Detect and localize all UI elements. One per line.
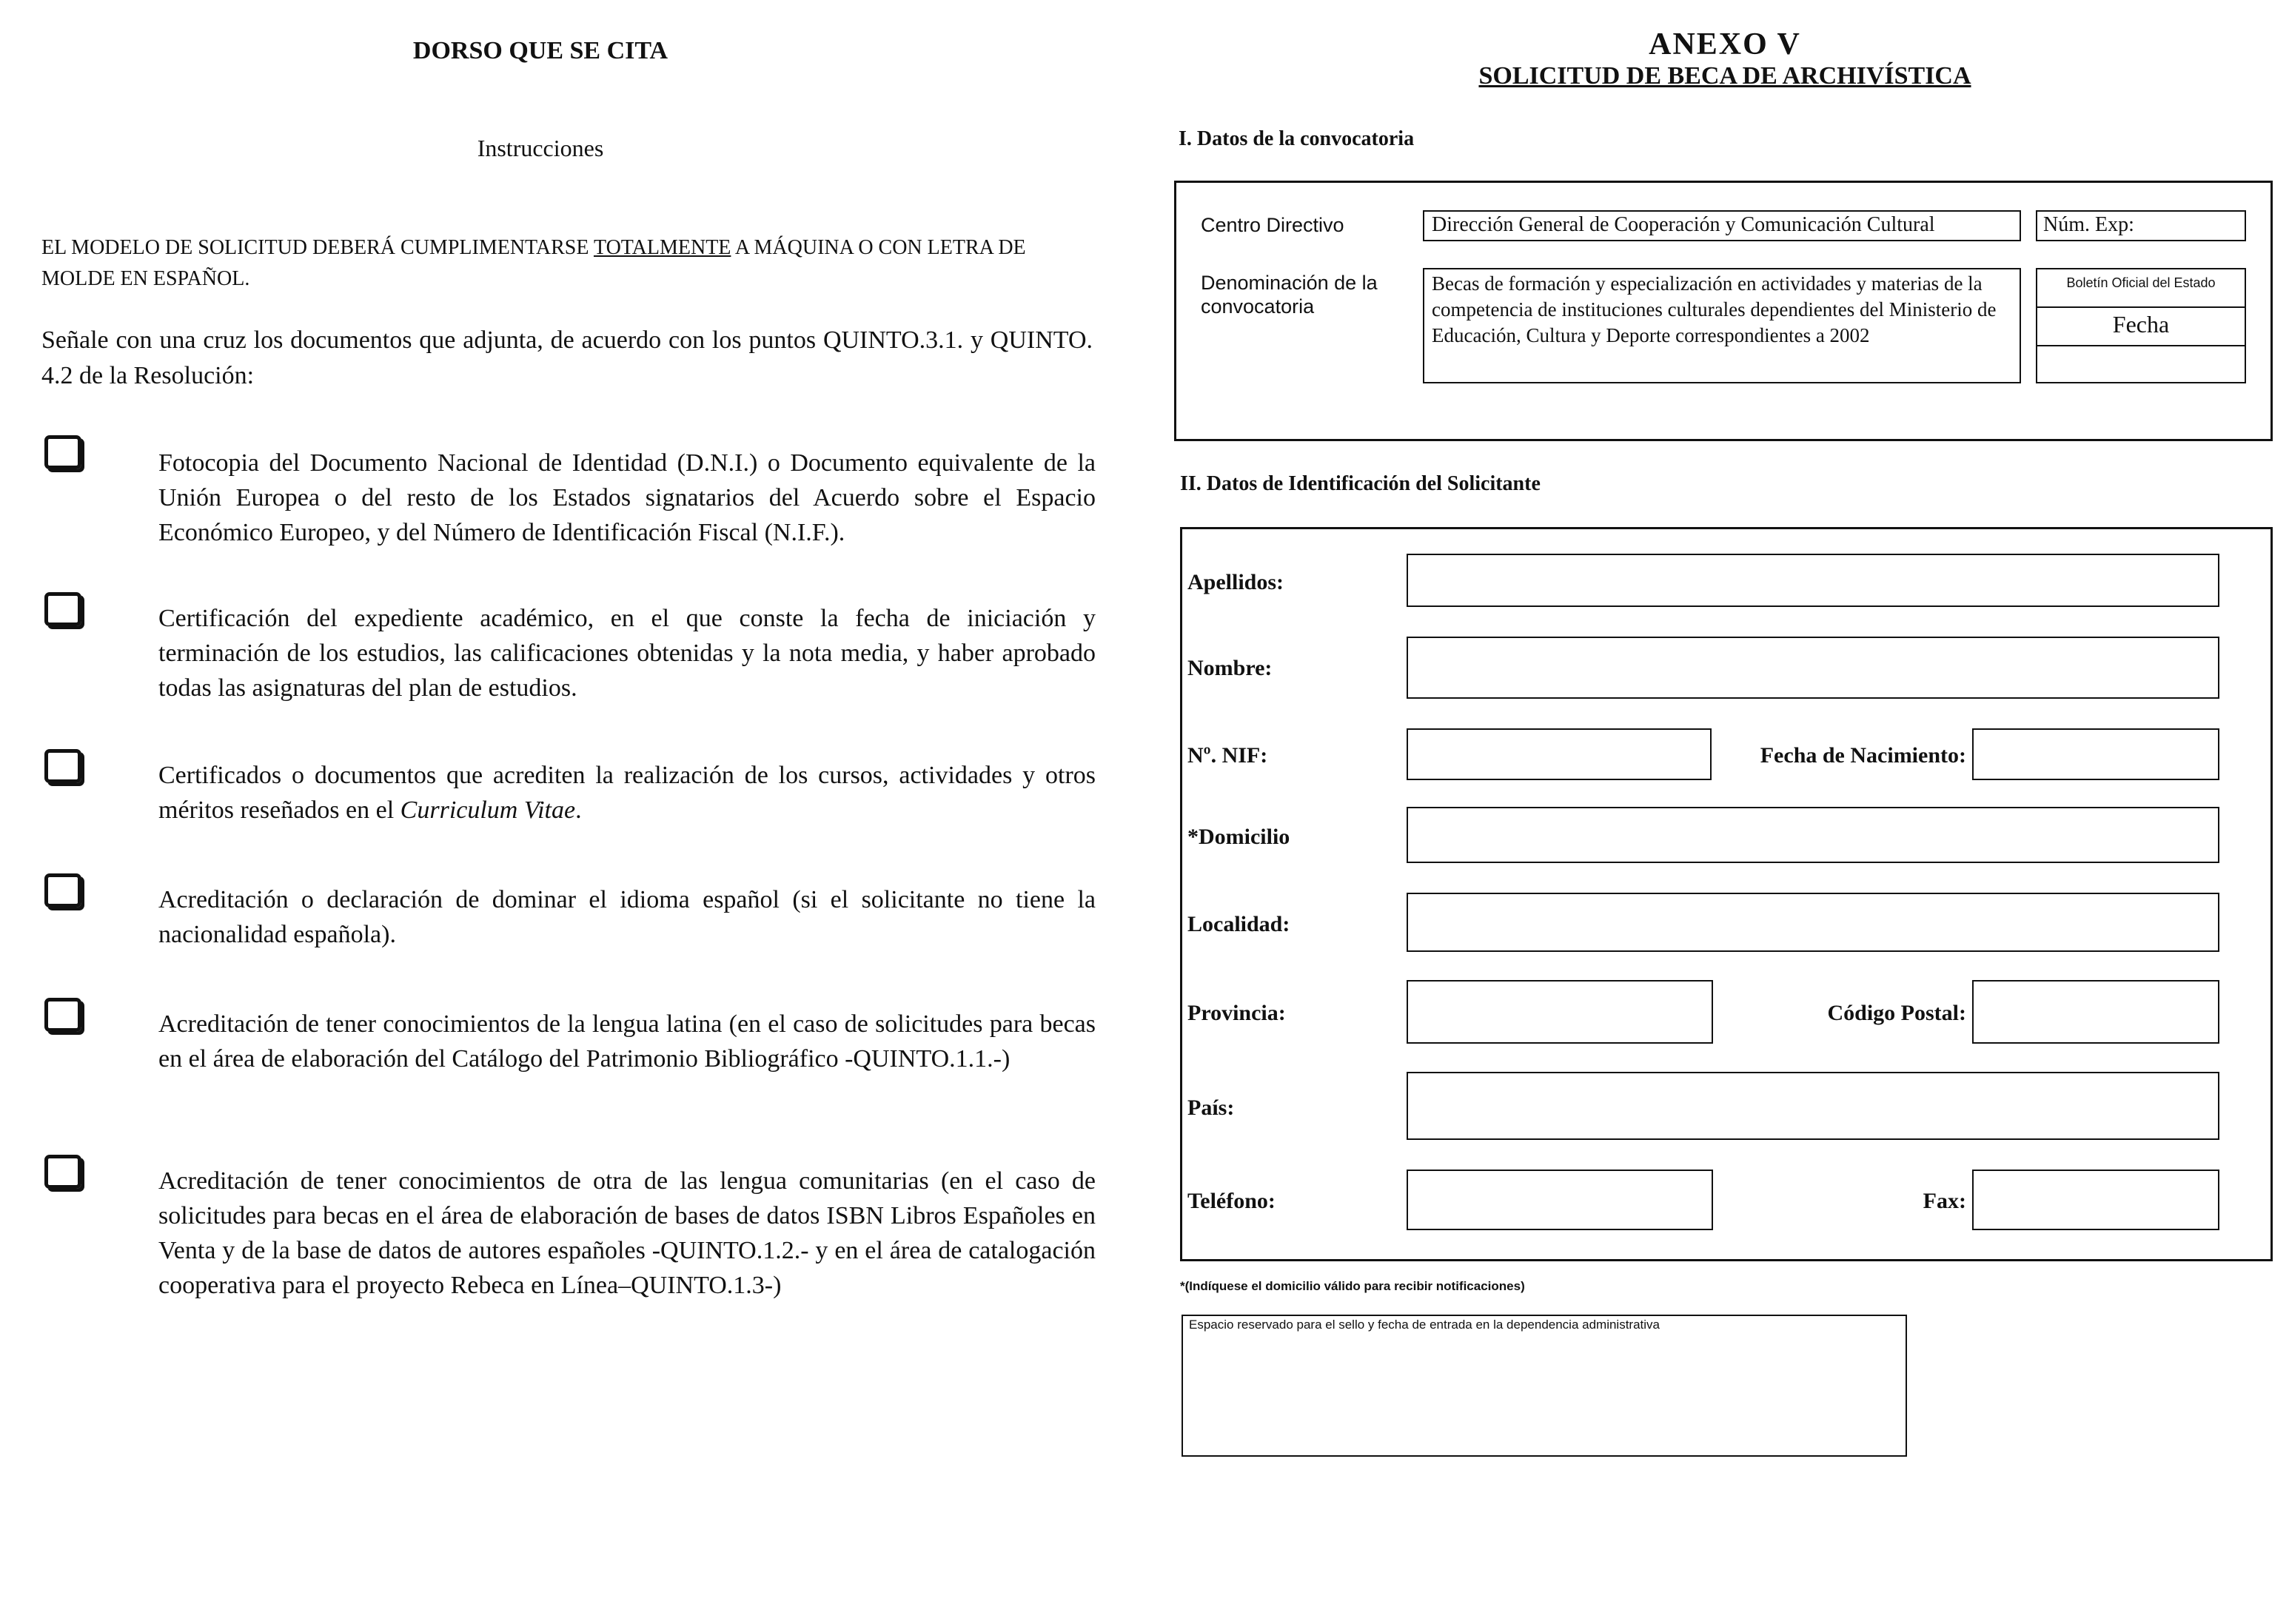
fecha-nacimiento-label: Fecha de Nacimiento: [1760,743,1966,768]
checkbox-latin[interactable] [44,998,81,1032]
nif-label: Nº. NIF: [1187,743,1268,768]
item-latin-text: Acreditación de tener conocimientos de la lengua latina (en el caso de solicitudes para becas en el área de elaboración del Catálogo del Patrimonio Bibliográfico -QUINTO.1.1.-) [158,1010,1096,1073]
checkbox-lenguas[interactable] [44,1155,81,1189]
codigo-postal-label: Código Postal: [1827,1001,1966,1025]
left-page-title: DORSO QUE SE CITA [412,37,668,64]
telefono-input[interactable] [1407,1170,1713,1230]
denominacion-value: Becas de formación y especialización en actividades y materias de la competencia de instituciones culturales dependientes del Ministerio de Educación, Cultura y Deporte correspondientes a 2002 [1423,268,2021,383]
checkbox-dni[interactable] [44,435,81,469]
anexo-heading: ANEXO V [1649,27,1801,61]
provincia-input[interactable] [1407,980,1713,1044]
model-note-post: A MÁQUINA O CON LETRA DE MOLDE EN ESPAÑOL. [41,236,1026,290]
boe-fecha-label: Fecha [2112,311,2170,338]
codigo-postal-input[interactable] [1972,980,2219,1044]
checkbox-certificados[interactable] [44,749,81,783]
denominacion-label: Denominación de la convocatoria [1201,272,1378,318]
centro-directivo-value: Dirección General de Cooperación y Comunicación Cultural [1423,210,2021,241]
item-lenguas-text: Acreditación de tener conocimientos de otra de las lengua comunitarias (en el caso de solicitudes para becas en el área de elaboración de bases de datos ISBN Libros Españoles en Venta y de la base de datos de autores españoles -QUINTO.1.2.- y en el área de catalogación cooperativa para el proyecto Rebeca en Línea–QUINTO.1.3-) [158,1167,1096,1299]
fax-label: Fax: [1923,1189,1966,1213]
item-certificados-italic: Curriculum Vitae [400,796,576,824]
boe-divider [2037,306,2245,308]
nif-input[interactable] [1407,728,1712,780]
domicilio-footnote: *(Indíquese el domicilio válido para recibir notificaciones) [1180,1279,1525,1293]
model-note [41,232,1093,295]
item-certificados-pre: Certificados o documentos que acrediten la realización de los cursos, actividades y otros méritos reseñados en el [158,762,1096,824]
checkbox-idioma[interactable] [44,873,81,907]
apellidos-label: Apellidos: [1187,570,1284,594]
boe-label: Boletín Oficial del Estado [2066,275,2216,290]
item-dni-text: Fotocopia del Documento Nacional de Identidad (D.N.I.) o Documento equivalente de la Unión Europea o del resto de los Estados signatarios del Acuerdo sobre el Espacio Económico Europeo, y del Número de Identificación Fiscal (N.I.F.). [158,449,1096,546]
centro-directivo-label: Centro Directivo [1201,214,1344,236]
form-title: SOLICITUD DE BECA DE ARCHIVÍSTICA [1478,62,1971,90]
section1-title: I. Datos de la convocatoria [1179,127,1415,150]
model-note-underlined: TOTALMENTE [593,236,731,259]
domicilio-input[interactable] [1407,807,2219,863]
telefono-label: Teléfono: [1187,1189,1276,1213]
item-expediente-text: Certificación del expediente académico, en el que conste la fecha de iniciación y terminación de los estudios, las calificaciones obtenidas y la nota media, y haber aprobado todas las asignaturas del plan de estudios. [158,605,1096,702]
senale-instruction: Señale con una cruz los documentos que adjunta, de acuerdo con los puntos QUINTO.3.1. y QUINTO. 4.2 de la Resolución: [41,326,1093,389]
item-idioma-text: Acreditación o declaración de dominar el idioma español (si el solicitante no tiene la nacionalidad española). [158,886,1096,948]
nombre-label: Nombre: [1187,656,1273,680]
instructions-title: Instrucciones [477,135,604,161]
nombre-input[interactable] [1407,637,2219,699]
num-exp-field[interactable]: Núm. Exp: [2036,210,2246,241]
provincia-label: Provincia: [1187,1001,1286,1025]
fax-input[interactable] [1972,1170,2219,1230]
checkbox-expediente[interactable] [44,592,81,626]
boe-divider [2037,345,2245,346]
model-note-pre: EL MODELO DE SOLICITUD DEBERÁ CUMPLIMENTARSE [41,236,594,259]
fecha-nacimiento-input[interactable] [1972,728,2219,780]
pais-label: País: [1187,1095,1235,1120]
apellidos-input[interactable] [1407,554,2219,607]
localidad-input[interactable] [1407,893,2219,952]
item-certificados-post: . [575,796,582,824]
pais-input[interactable] [1407,1072,2219,1140]
item-certificados-text [158,758,1096,828]
section2-title: II. Datos de Identificación del Solicitante [1180,472,1541,495]
domicilio-label: *Domicilio [1187,825,1290,849]
localidad-label: Localidad: [1187,912,1290,936]
sello-reserved-box: Espacio reservado para el sello y fecha de entrada en la dependencia administrativa [1182,1315,1907,1457]
